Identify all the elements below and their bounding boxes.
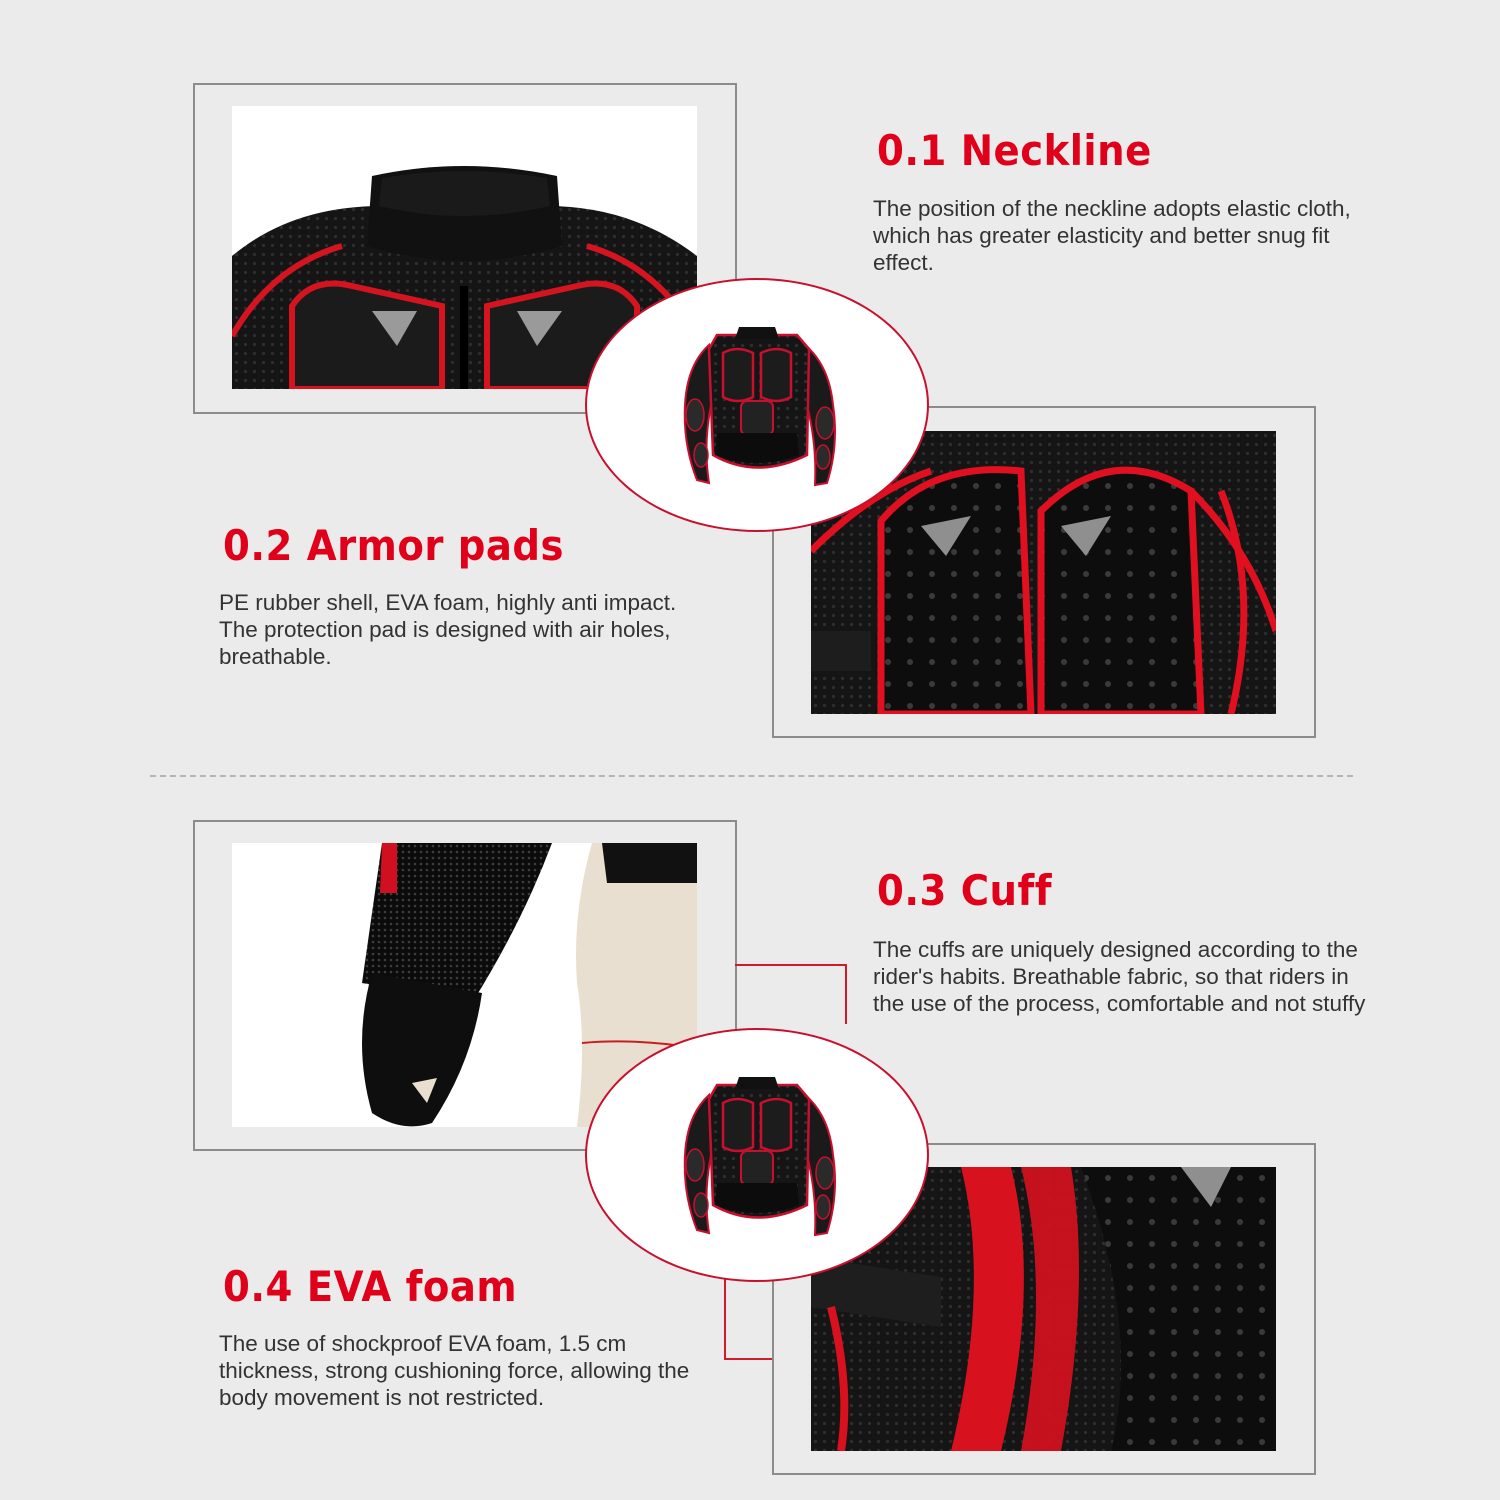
cuff-description: The cuffs are uniquely designed according to the rider's habits. Breathable fabric, so that riders in the use of the process, comfortable and not stuffy	[873, 937, 1366, 1016]
jacket-image-top	[585, 278, 929, 532]
connector-line-upper-vertical	[845, 964, 847, 1024]
armor-pads-description: PE rubber shell, EVA foam, highly anti impact. The protection pad is designed with air holes, breathable.	[219, 590, 677, 669]
connector-line-upper	[735, 964, 845, 966]
section-divider	[150, 775, 1353, 777]
neckline-description: The position of the neckline adopts elastic cloth, which has greater elasticity and better snug fit effect.	[873, 196, 1351, 275]
neckline-title: 0.1 Neckline	[877, 126, 1152, 175]
eva-foam-description: The use of shockproof EVA foam, 1.5 cm thickness, strong cushioning force, allowing the body movement is not restricted.	[219, 1331, 690, 1410]
connector-line-lower-horizontal	[724, 1358, 772, 1360]
eva-foam-title: 0.4 EVA foam	[223, 1262, 518, 1311]
cuff-title: 0.3 Cuff	[877, 866, 1053, 915]
jacket-image-bottom	[585, 1028, 929, 1282]
armor-pads-title: 0.2 Armor pads	[223, 521, 565, 570]
